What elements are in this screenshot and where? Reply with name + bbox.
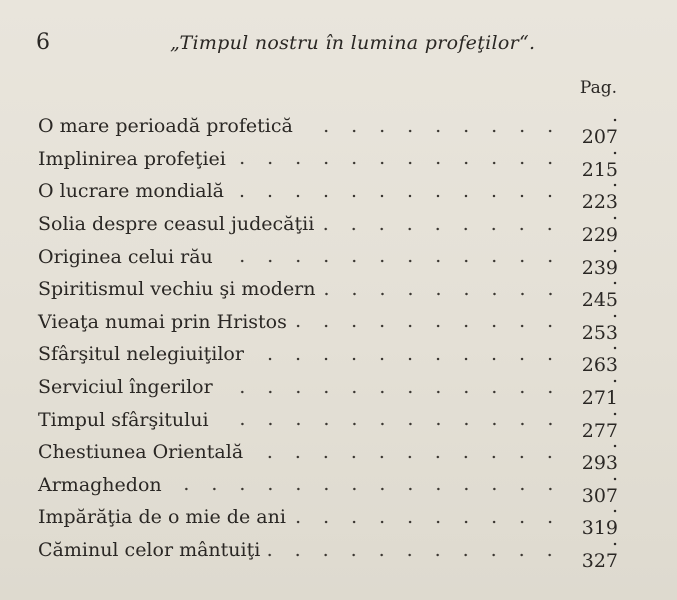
toc-entry bbox=[38, 534, 618, 573]
toc-entry-page: . 319 bbox=[570, 495, 618, 539]
toc-entry-title: Originea celui rău bbox=[38, 245, 213, 268]
toc-entry-title: Armaghedon bbox=[38, 473, 162, 496]
toc-entry-title: Implinirea profeţiei bbox=[38, 147, 226, 170]
dot-leader bbox=[251, 443, 564, 462]
table-of-contents bbox=[38, 110, 618, 573]
dot-leader bbox=[322, 215, 564, 234]
toc-entry bbox=[38, 338, 618, 377]
toc-entry-title: O mare perioadă profetică bbox=[38, 115, 293, 138]
toc-entry-title: Chestiunea Orientală bbox=[38, 441, 244, 464]
toc-entry bbox=[38, 240, 618, 279]
dot-leader bbox=[268, 541, 564, 560]
toc-entry bbox=[38, 110, 618, 149]
toc-entry bbox=[38, 143, 618, 181]
dot-leader bbox=[221, 378, 564, 397]
dot-leader bbox=[234, 149, 564, 168]
dot-leader bbox=[294, 508, 564, 527]
dot-leader bbox=[252, 345, 564, 364]
page-number: 6 bbox=[36, 30, 50, 55]
toc-entry bbox=[38, 469, 618, 507]
toc-entry-title: Impărăţia de o mie de ani bbox=[38, 506, 286, 529]
toc-entry bbox=[38, 306, 618, 344]
toc-entry-page: . 253 bbox=[570, 300, 618, 344]
toc-entry-page: . 307 bbox=[570, 463, 618, 507]
toc-entry-page: . 239 bbox=[570, 235, 618, 279]
page-column-heading: Pag. bbox=[579, 78, 617, 98]
toc-entry-title: Căminul celor mântuiţi bbox=[38, 539, 261, 562]
toc-entry-page: . 293 bbox=[570, 430, 618, 474]
toc-entry-page: . 223 bbox=[570, 169, 618, 213]
dot-leader bbox=[324, 280, 564, 299]
toc-entry-page: . 263 bbox=[570, 332, 618, 376]
toc-entry bbox=[38, 208, 618, 247]
toc-entry-title: Vieaţa numai prin Hristos bbox=[38, 310, 287, 333]
toc-entry-title: Spiritismul vechiu şi modern bbox=[38, 278, 316, 301]
toc-entry-page: . 229 bbox=[570, 202, 618, 246]
toc-entry-page: . 215 bbox=[570, 137, 618, 181]
dot-leader bbox=[232, 182, 564, 201]
toc-entry-title: Timpul sfârşitului bbox=[38, 408, 209, 431]
dot-leader bbox=[295, 312, 564, 331]
toc-entry-page: . 207 bbox=[570, 104, 618, 148]
dot-leader bbox=[221, 247, 564, 266]
toc-entry-title: Serviciul îngerilor bbox=[38, 376, 213, 399]
dot-leader bbox=[170, 475, 564, 494]
toc-entry-page: . 271 bbox=[570, 365, 618, 409]
toc-entry bbox=[38, 273, 618, 312]
dot-leader bbox=[301, 117, 564, 136]
toc-entry-title: Solia despre ceasul judecăţii bbox=[38, 213, 315, 236]
running-title: „Timpul nostru în lumina profeţilor“. bbox=[170, 32, 536, 54]
page-header bbox=[36, 30, 637, 62]
toc-entry bbox=[38, 371, 618, 410]
toc-entry-page: . 277 bbox=[570, 398, 618, 442]
toc-entry bbox=[38, 501, 618, 540]
toc-entry bbox=[38, 175, 618, 214]
toc-entry-page: . 327 bbox=[570, 528, 618, 572]
toc-entry-title: O lucrare mondială bbox=[38, 180, 225, 203]
dot-leader bbox=[217, 410, 564, 429]
toc-entry bbox=[38, 403, 618, 442]
toc-entry-page: . 245 bbox=[570, 267, 618, 311]
toc-entry bbox=[38, 436, 618, 475]
toc-entry-title: Sfârşitul nelegiuiţilor bbox=[38, 343, 244, 366]
